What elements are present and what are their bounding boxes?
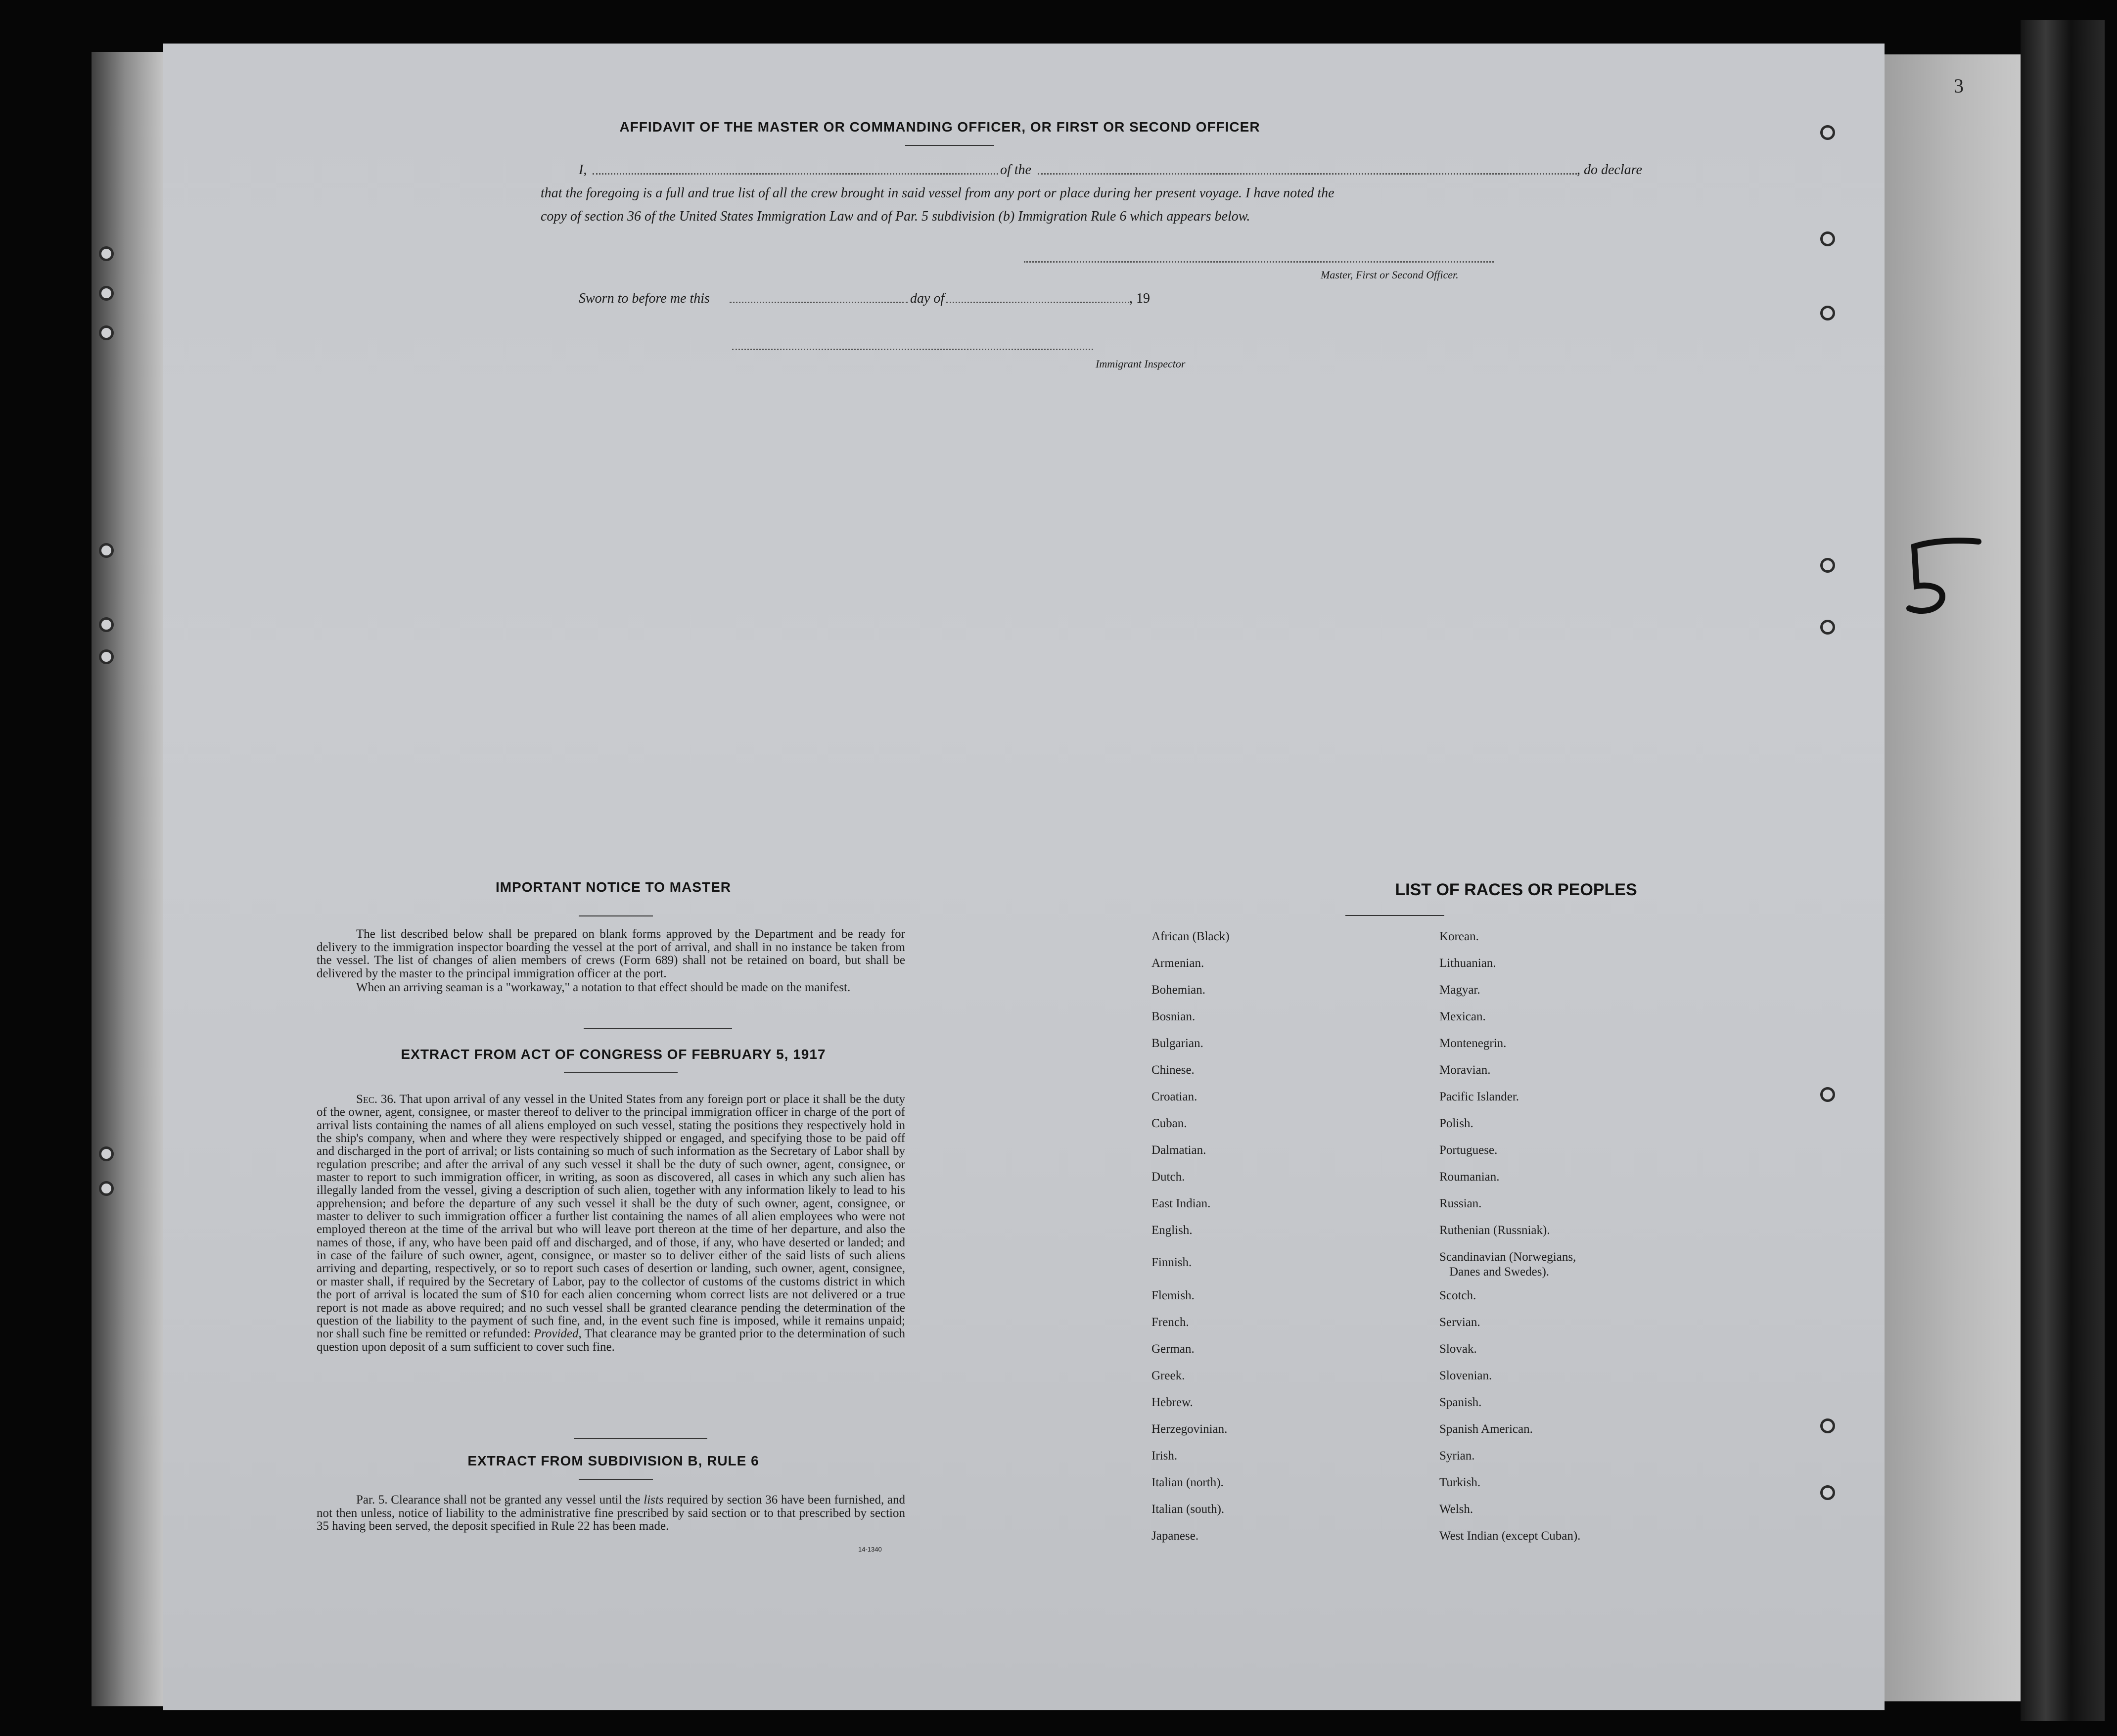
punch-hole-left-1 xyxy=(99,246,114,261)
race-right-item: Slovenian. xyxy=(1439,1369,1492,1383)
notice-title-rule xyxy=(579,915,653,916)
punch-hole-right-2 xyxy=(1820,231,1835,246)
race-left-item: Irish. xyxy=(1151,1449,1178,1463)
punch-hole-left-4 xyxy=(99,543,114,558)
race-left-item: Bosnian. xyxy=(1151,1010,1196,1023)
race-right-item: Scotch. xyxy=(1439,1289,1476,1303)
manifest-sheet xyxy=(163,44,1885,1710)
rule-text-b: required by section 36 have been furnished, and not then unless, notice of liability to the administrative fine prescribed by said section or to that prescribed by section 35 having been served, the deposit specified in Rule 22 has been made. xyxy=(317,1493,906,1533)
race-right-item: Danes and Swedes). xyxy=(1449,1265,1550,1279)
punch-hole-right-7 xyxy=(1820,1418,1835,1433)
section-divider-1 xyxy=(584,1028,732,1029)
race-right-item: Roumanian. xyxy=(1439,1170,1500,1184)
right-page-leaf xyxy=(1877,54,2025,1701)
extract-rule-title: EXTRACT FROM SUBDIVISION B, RULE 6 xyxy=(467,1453,759,1468)
notice-title: IMPORTANT NOTICE TO MASTER xyxy=(495,879,732,895)
section-divider-2 xyxy=(574,1438,707,1439)
race-right-item: Ruthenian (Russniak). xyxy=(1439,1224,1550,1237)
sworn-before-label: Sworn to before me this xyxy=(579,291,710,306)
extract-rule-title-rule xyxy=(579,1479,653,1480)
race-left-item: Dalmatian. xyxy=(1151,1143,1206,1157)
corner-page-number: 3 xyxy=(1954,75,1964,97)
race-right-item: Moravian. xyxy=(1439,1063,1491,1077)
race-left-item: Croatian. xyxy=(1151,1090,1197,1103)
race-right-item: Scandinavian (Norwegians, xyxy=(1439,1250,1576,1264)
race-right-item: Welsh. xyxy=(1439,1503,1473,1516)
race-right-item: Servian. xyxy=(1439,1316,1480,1329)
race-left-item: Bulgarian. xyxy=(1151,1037,1203,1050)
extract-rule-text xyxy=(317,1494,905,1533)
race-left-item: East Indian. xyxy=(1151,1197,1211,1210)
race-right-item: Turkish. xyxy=(1439,1476,1481,1490)
race-right-item: Slovak. xyxy=(1439,1342,1477,1356)
affidavit-text-line3: copy of section 36 of the United States Immigration Law and of Par. 5 subdivision (b) Immigration Rule 6 which appears below. xyxy=(541,209,1250,224)
sworn-month-blank xyxy=(946,302,1129,303)
notice-paragraph-2: When an arriving seaman is a "workaway," a notation to that effect should be made on the manifest. xyxy=(356,981,851,994)
extract-act-title-rule xyxy=(564,1072,678,1073)
race-right-item: Russian. xyxy=(1439,1197,1482,1210)
punch-hole-right-5 xyxy=(1820,620,1835,635)
race-right-item: Spanish American. xyxy=(1439,1422,1533,1436)
punch-hole-right-8 xyxy=(1820,1485,1835,1500)
race-left-item: Flemish. xyxy=(1151,1289,1195,1303)
races-title-rule xyxy=(1345,915,1444,916)
master-signature-line xyxy=(1024,261,1494,263)
punch-hole-left-5 xyxy=(99,617,114,632)
provided-word: Provided, xyxy=(533,1327,582,1341)
rule-text-a: Par. 5. Clearance shall not be granted any vessel until the xyxy=(356,1493,641,1507)
race-left-item: Hebrew. xyxy=(1151,1396,1193,1410)
race-left-item: Greek. xyxy=(1151,1369,1185,1383)
race-right-item: Pacific Islander. xyxy=(1439,1090,1519,1103)
race-right-item: Mexican. xyxy=(1439,1010,1486,1023)
race-left-item: Dutch. xyxy=(1151,1170,1185,1184)
affidavit-title: AFFIDAVIT OF THE MASTER OR COMMANDING OFFICER, OR FIRST OR SECOND OFFICER xyxy=(619,119,1260,135)
punch-hole-left-7 xyxy=(99,1146,114,1161)
affidavit-i-label: I, xyxy=(579,162,587,178)
handwritten-5-mark xyxy=(1894,532,1993,631)
race-right-item: Portuguese. xyxy=(1439,1143,1498,1157)
master-signature-label: Master, First or Second Officer. xyxy=(1321,269,1459,281)
inspector-label: Immigrant Inspector xyxy=(1096,358,1186,370)
punch-hole-right-3 xyxy=(1820,306,1835,320)
race-right-item: Korean. xyxy=(1439,930,1479,943)
race-right-item: Montenegrin. xyxy=(1439,1037,1507,1050)
affidavit-of-the-label: of the xyxy=(1000,162,1031,178)
sec-36-text-end: That clearance may be granted prior to the determination of such question upon deposit of a sum sufficient to cover such fine. xyxy=(317,1327,905,1354)
race-right-item: Spanish. xyxy=(1439,1396,1482,1410)
punch-hole-left-8 xyxy=(99,1181,114,1196)
race-left-item: Italian (north). xyxy=(1151,1476,1224,1490)
underlying-page-edge xyxy=(92,52,166,1706)
race-left-item: African (Black) xyxy=(1151,930,1230,943)
form-number: 14-1340 xyxy=(858,1546,882,1553)
race-left-item: Armenian. xyxy=(1151,957,1204,970)
punch-hole-left-2 xyxy=(99,286,114,301)
binding-edge xyxy=(2021,20,2105,1721)
lists-word: lists xyxy=(644,1493,664,1507)
affidavit-title-rule xyxy=(905,145,994,146)
race-right-item: Polish. xyxy=(1439,1117,1473,1130)
sec-label: Sec. 36. xyxy=(356,1093,397,1106)
affidavit-name-blank xyxy=(593,173,998,175)
notice-paragraph-1: The list described below shall be prepared on blank forms approved by the Department and be ready for delivery to the immigration inspector boarding the vessel at the port of arrival, and shall in no instance be taken from the vessel. The list of changes of alien members of crews (Form 689) shall not be retained on board, but shall be delivered by the master to the principal immigration officer at the port. xyxy=(317,927,905,980)
punch-hole-left-3 xyxy=(99,325,114,340)
day-of-label: day of xyxy=(910,291,945,306)
race-left-item: Bohemian. xyxy=(1151,983,1206,997)
punch-hole-right-6 xyxy=(1820,1087,1835,1102)
punch-hole-left-6 xyxy=(99,649,114,664)
race-right-item: West Indian (except Cuban). xyxy=(1439,1529,1581,1543)
affidavit-declare-label: , do declare xyxy=(1577,162,1642,178)
extract-act-text xyxy=(317,1093,905,1354)
race-left-item: Chinese. xyxy=(1151,1063,1195,1077)
punch-hole-right-1 xyxy=(1820,125,1835,140)
race-right-item: Syrian. xyxy=(1439,1449,1475,1463)
year-label: , 19 xyxy=(1129,291,1150,306)
race-left-item: Cuban. xyxy=(1151,1117,1187,1130)
race-left-item: English. xyxy=(1151,1224,1193,1237)
sworn-day-blank xyxy=(730,302,908,303)
race-right-item: Magyar. xyxy=(1439,983,1480,997)
affidavit-text-line2: that the foregoing is a full and true list of all the crew brought in said vessel from any port or place during her present voyage. I have noted the xyxy=(541,185,1335,201)
race-left-item: Herzegovinian. xyxy=(1151,1422,1228,1436)
punch-hole-right-4 xyxy=(1820,558,1835,573)
inspector-signature-line xyxy=(732,349,1093,350)
race-left-item: French. xyxy=(1151,1316,1189,1329)
race-left-item: Japanese. xyxy=(1151,1529,1199,1543)
race-right-item: Lithuanian. xyxy=(1439,957,1496,970)
extract-act-title: EXTRACT FROM ACT OF CONGRESS OF FEBRUARY 5, 1917 xyxy=(401,1047,826,1062)
races-title: LIST OF RACES OR PEOPLES xyxy=(1395,880,1637,899)
race-left-item: Italian (south). xyxy=(1151,1503,1225,1516)
sec-36-text: That upon arrival of any vessel in the United States from any foreign port or place it shall be the duty of the owner, agent, consignee, or master thereof to deliver to the principal immigration officer in charge of the port of arrival lists containing the names of all aliens employed on such vessel, stating the positions they respectively hold in the ship's company, when and where they were respectively shipped or engaged, and specifying those to be paid off and discharged in the port of arrival; or lists containing so much of such information as the Secretary of Labor shall by regulation prescribe; and after the arrival of any such vessel it shall be the duty of such owner, agent, consignee, or master to report to such immigration officer, in writing, as soon as discovered, all cases in which any such alien has illegally landed from the vessel, giving a description of such alien, together with any information likely to lead to his apprehension; and before the departure of any such vessel it shall be the duty of such owner, agent, consignee, or master to deliver to such immigration officer a further list containing the names of all alien employees who were not employed thereon at the time of the arrival but who will leave port thereon at the time of her departure, and also the names of those, if any, who have been paid off and discharged, and of those, if any, who have deserted or landed; and in case of the failure of such owner, agent, consignee, or master so to deliver either of the said lists of such aliens arriving and departing, respectively, or so to report such cases of desertion or landing, such owner, agent, consignee, or master shall, if required by the Secretary of Labor, pay to the collector of customs of the customs district in which the port of arrival is located the sum of $10 for each alien concerning whom correct lists are not delivered or a true report is not made as above required; and no such vessel shall be granted clearance pending the determination of the question of the liability to the payment of such fine, and, in the event such fine is imposed, while it remains unpaid; nor shall such fine be remitted or refunded: xyxy=(317,1093,905,1341)
affidavit-vessel-blank xyxy=(1038,173,1577,175)
race-left-item: German. xyxy=(1151,1342,1195,1356)
race-left-item: Finnish. xyxy=(1151,1255,1192,1269)
